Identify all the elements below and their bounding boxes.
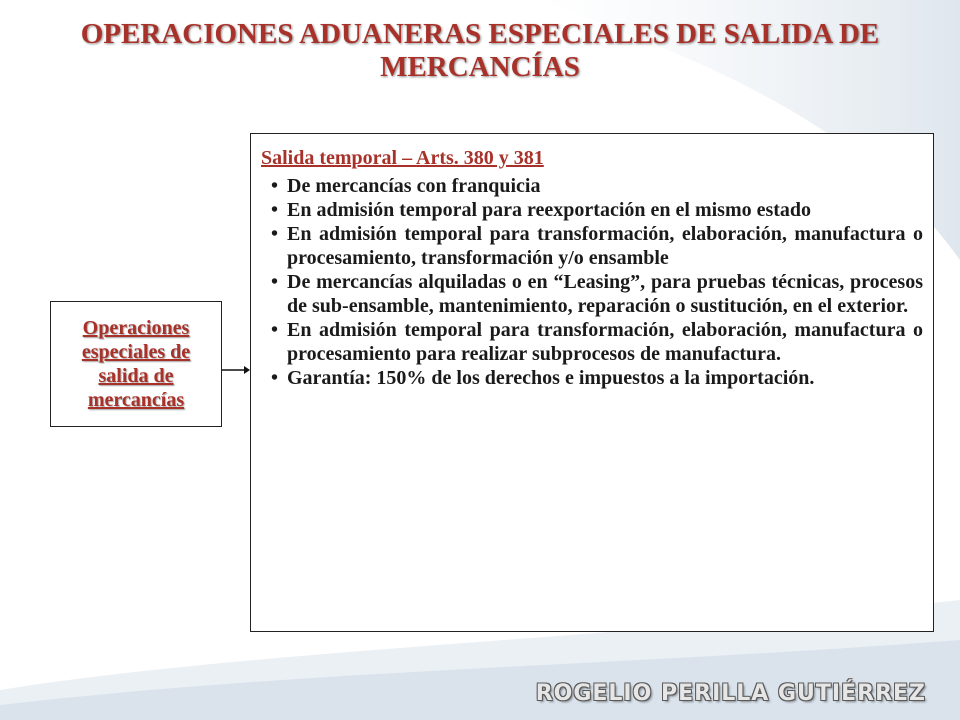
bullet-icon: • — [271, 199, 279, 221]
slide-title: OPERACIONES ADUANERAS ESPECIALES DE SALIDA DE MERCANCÍAS — [80, 18, 880, 83]
bullet-icon: • — [271, 271, 279, 293]
section-heading: Salida temporal – Arts. 380 y 381 — [261, 147, 544, 169]
bullet-icon: • — [271, 367, 279, 389]
author-footer: ROGELIO PERILLA GUTIÉRREZ — [535, 681, 926, 706]
list-item: • En admisión temporal para reexportación en el mismo estado — [271, 199, 812, 221]
bullet-icon: • — [271, 175, 279, 197]
list-item: • Garantía: 150% de los derechos e impuestos a la importación. — [271, 367, 815, 389]
details-list — [261, 174, 923, 390]
operations-box-label: Operaciones especiales de salida de mercancías — [81, 317, 191, 411]
bullet-icon: • — [271, 319, 279, 341]
operations-box — [50, 301, 222, 427]
arrow-right-icon — [222, 364, 250, 376]
list-item: • En admisión temporal para transformación, elaboración, manufactura o procesamiento, transformación y/o ensamble — [271, 223, 923, 269]
bullet-icon: • — [271, 223, 279, 245]
list-item: • De mercancías con franquicia — [271, 175, 541, 197]
list-item: • De mercancías alquiladas o en “Leasing”, para pruebas técnicas, procesos de sub-ensamble, mantenimiento, reparación o sustitución, en el exterior. — [271, 271, 923, 317]
details-box — [250, 133, 934, 632]
list-item: • En admisión temporal para transformación, elaboración, manufactura o procesamiento para realizar subprocesos de manufactura. — [271, 319, 923, 365]
